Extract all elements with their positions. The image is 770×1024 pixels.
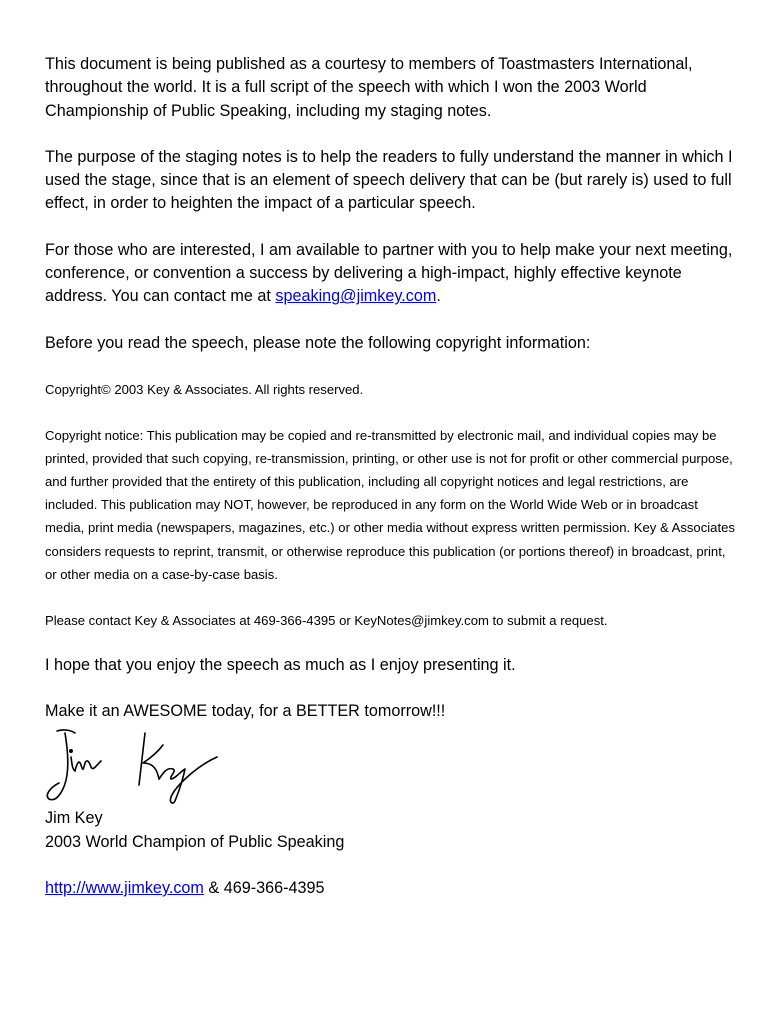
author-name: Jim Key bbox=[45, 809, 103, 828]
motto-paragraph: Make it an AWESOME today, for a BETTER tomorrow!!! bbox=[45, 702, 446, 721]
copyright-intro-paragraph: Before you read the speech, please note the following copyright information: bbox=[45, 333, 591, 352]
enjoy-paragraph: I hope that you enjoy the speech as much as I enjoy presenting it. bbox=[45, 655, 516, 674]
contact-footer bbox=[45, 877, 735, 900]
keynote-paragraph bbox=[45, 239, 735, 309]
footer-phone: & 469-366-4395 bbox=[203, 879, 325, 897]
keynote-period: . bbox=[436, 287, 441, 306]
contact-request: Please contact Key & Associates at 469-366-4395 or KeyNotes@jimkey.com to submit a request. bbox=[45, 612, 608, 628]
keynote-text: For those who are interested, I am available to partner with you to help make your next meeting, conference, or convention a success by delivering a high-impact, highly effective keynote address. You can contact me at bbox=[45, 240, 733, 306]
document-page bbox=[45, 53, 735, 900]
speaking-email-link[interactable]: speaking@jimkey.com bbox=[275, 287, 437, 306]
intro-paragraph: This document is being published as a courtesy to members of Toastmasters International, throughout the world. It is a full script of the speech with which I won the 2003 World Championship of Public Speaking, including my staging notes. bbox=[45, 55, 693, 120]
signature-image bbox=[45, 727, 235, 807]
copyright-line: Copyright© 2003 Key & Associates. All rights reserved. bbox=[45, 381, 364, 397]
staging-notes-paragraph: The purpose of the staging notes is to help the readers to fully understand the manner in which I used the stage, since that is an element of speech delivery that can be (but rarely is) used to full effect, in order to heighten the impact of a particular speech. bbox=[45, 147, 733, 213]
author-title: 2003 World Champion of Public Speaking bbox=[45, 832, 345, 851]
website-link[interactable]: http://www.jimkey.com bbox=[45, 879, 204, 897]
copyright-notice: Copyright notice: This publication may be copied and re-transmitted by electronic mail, and individual copies may be printed, provided that such copying, re-transmission, printing, or other use is not for profit or other commercial purpose, and further provided that the entirety of this publication, including all copyright notices and legal restrictions, are included. This publication may NOT, however, be reproduced in any form on the World Wide Web or in broadcast media, print media (newspapers, magazines, etc.) or other media without express written permission. Key & Associates considers requests to reprint, transmit, or otherwise reproduce this publication (or portions thereof) in broadcast, print, or other media on a case-by-case basis. bbox=[45, 428, 735, 582]
signature-block bbox=[45, 807, 735, 854]
